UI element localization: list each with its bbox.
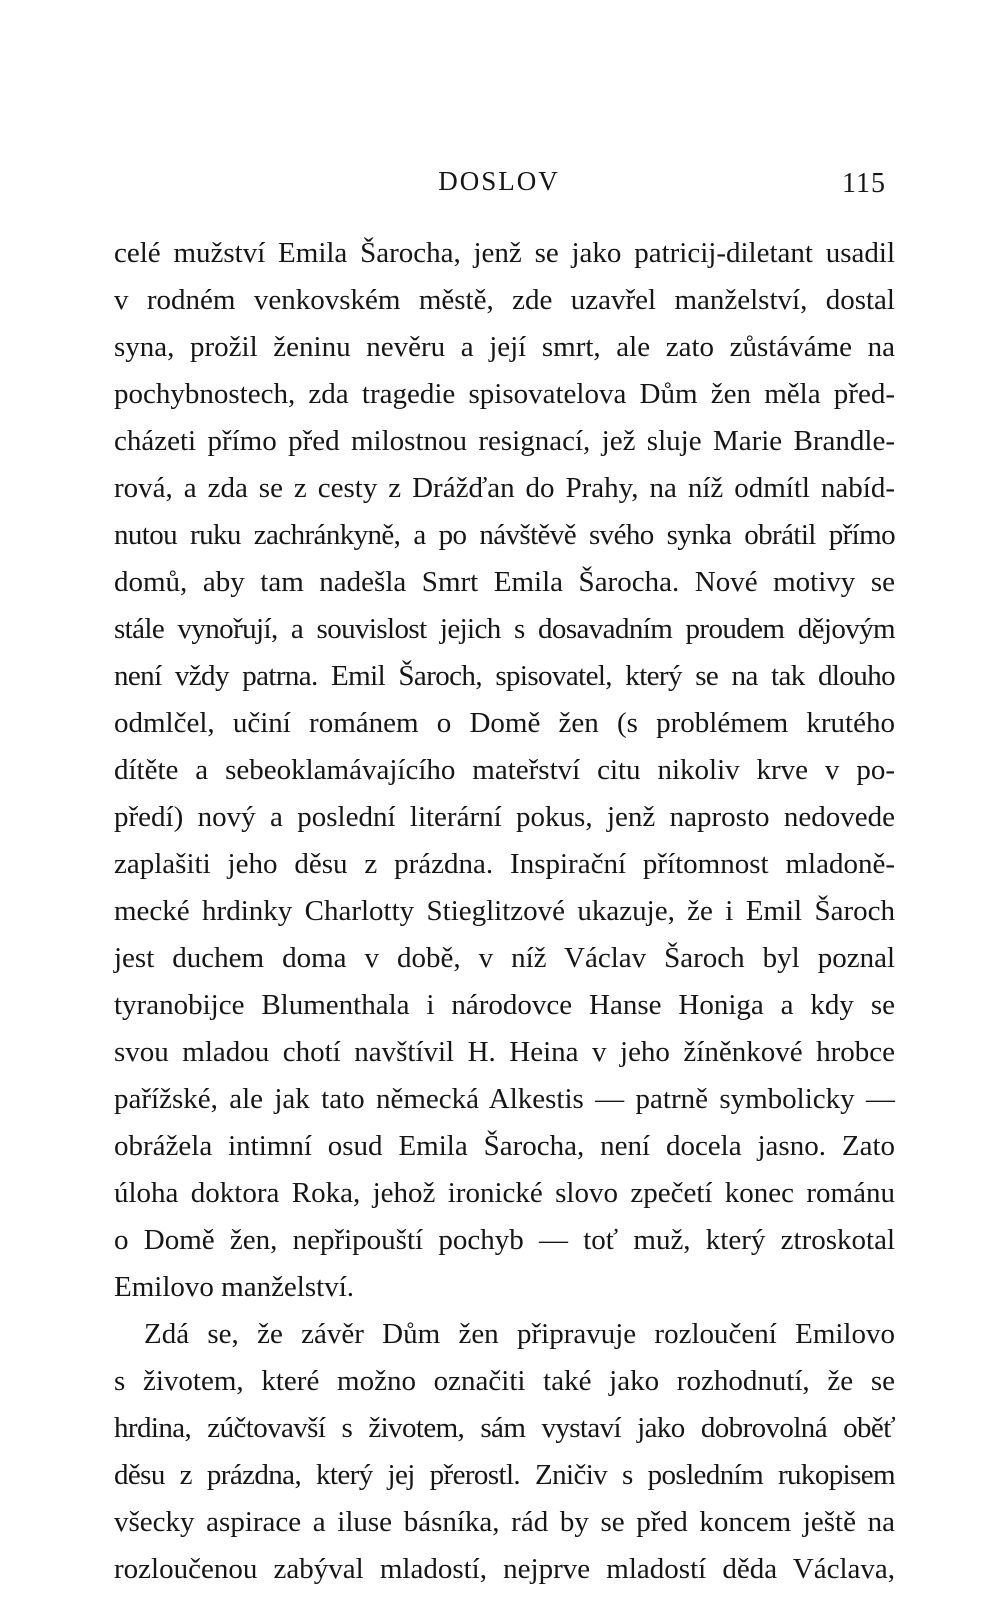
text-line: celé mužství Emila Šarocha, jenž se jako patricij-diletant usadil [114,237,895,269]
text-line: zaplašiti jeho děsu z prázdna. Inspirační přítomnost mladoně- [114,848,895,880]
text-line: rozloučenou zabýval mladostí, nejprve mladostí děda Václava, [114,1553,895,1585]
running-head: DOSLOV [438,166,560,196]
text-line: jest duchem doma v době, v níž Václav Šaroch byl poznal [114,942,895,974]
text-line: Emilovo manželství. [114,1271,355,1303]
text-line: tyranobijce Blumenthala i národovce Hanse Honiga a kdy se [114,989,895,1021]
text-line: úloha doktora Roka, jehož ironické slovo zpečetí konec románu [114,1177,895,1209]
text-line: mecké hrdinky Charlotty Stieglitzové ukazuje, že i Emil Šaroch [114,895,895,927]
text-line: děsu z prázdna, který jej přerostl. Zničiv s posledním rukopisem [114,1459,895,1491]
text-line: obrážela intimní osud Emila Šarocha, není docela jasno. Zato [114,1130,895,1162]
text-line: syna, prožil ženinu nevěru a její smrt, ale zato zůstáváme na [114,331,895,363]
text-line: všecky aspirace a iluse básníka, rád by se před koncem ještě na [114,1506,895,1538]
text-line: stále vynořují, a souvislost jejich s dosavadním proudem dějovým [114,613,895,645]
text-line: s životem, které možno označiti také jako rozhodnutí, že se [114,1365,895,1397]
text-line: o Domě žen, nepřipouští pochyb — toť muž, který ztroskotal [114,1224,895,1256]
body-text [114,230,895,1593]
text-line: není vždy patrna. Emil Šaroch, spisovatel, který se na tak dlouho [114,660,895,692]
paragraph-1 [114,230,895,1311]
text-line: pochybnostech, zda tragedie spisovatelova Dům žen měla před- [114,378,895,410]
text-line: odmlčel, učiní románem o Domě žen (s problémem krutého [114,707,895,739]
text-line: hrdina, zúčtovavší s životem, sám vystaví jako dobrovolná oběť [114,1412,895,1444]
paragraph-2 [114,1311,895,1593]
text-line: nutou ruku zachránkyně, a po návštěvě svého synka obrátil přímo [114,519,895,551]
text-line: v rodném venkovském městě, zde uzavřel manželství, dostal [114,284,895,316]
text-line: domů, aby tam nadešla Smrt Emila Šarocha. Nové motivy se [114,566,895,598]
text-line: pařížské, ale jak tato německá Alkestis — patrně symbolicky — [114,1083,895,1115]
text-line: rová, a zda se z cesty z Drážďan do Prahy, na níž odmítl nabíd- [114,472,895,504]
text-line: svou mladou chotí navštívil H. Heina v jeho žíněnkové hrobce [114,1036,895,1068]
text-line: dítěte a sebeoklamávajícího mateřství citu nikoliv krve v po- [114,754,895,786]
text-line: předí) nový a poslední literární pokus, jenž naprosto nedovede [114,801,895,833]
text-line: Zdá se, že závěr Dům žen připravuje rozloučení Emilovo [144,1318,895,1350]
text-line: cházeti přímo před milostnou resignací, jež sluje Marie Brandle- [114,425,895,457]
page-number: 115 [842,168,886,199]
